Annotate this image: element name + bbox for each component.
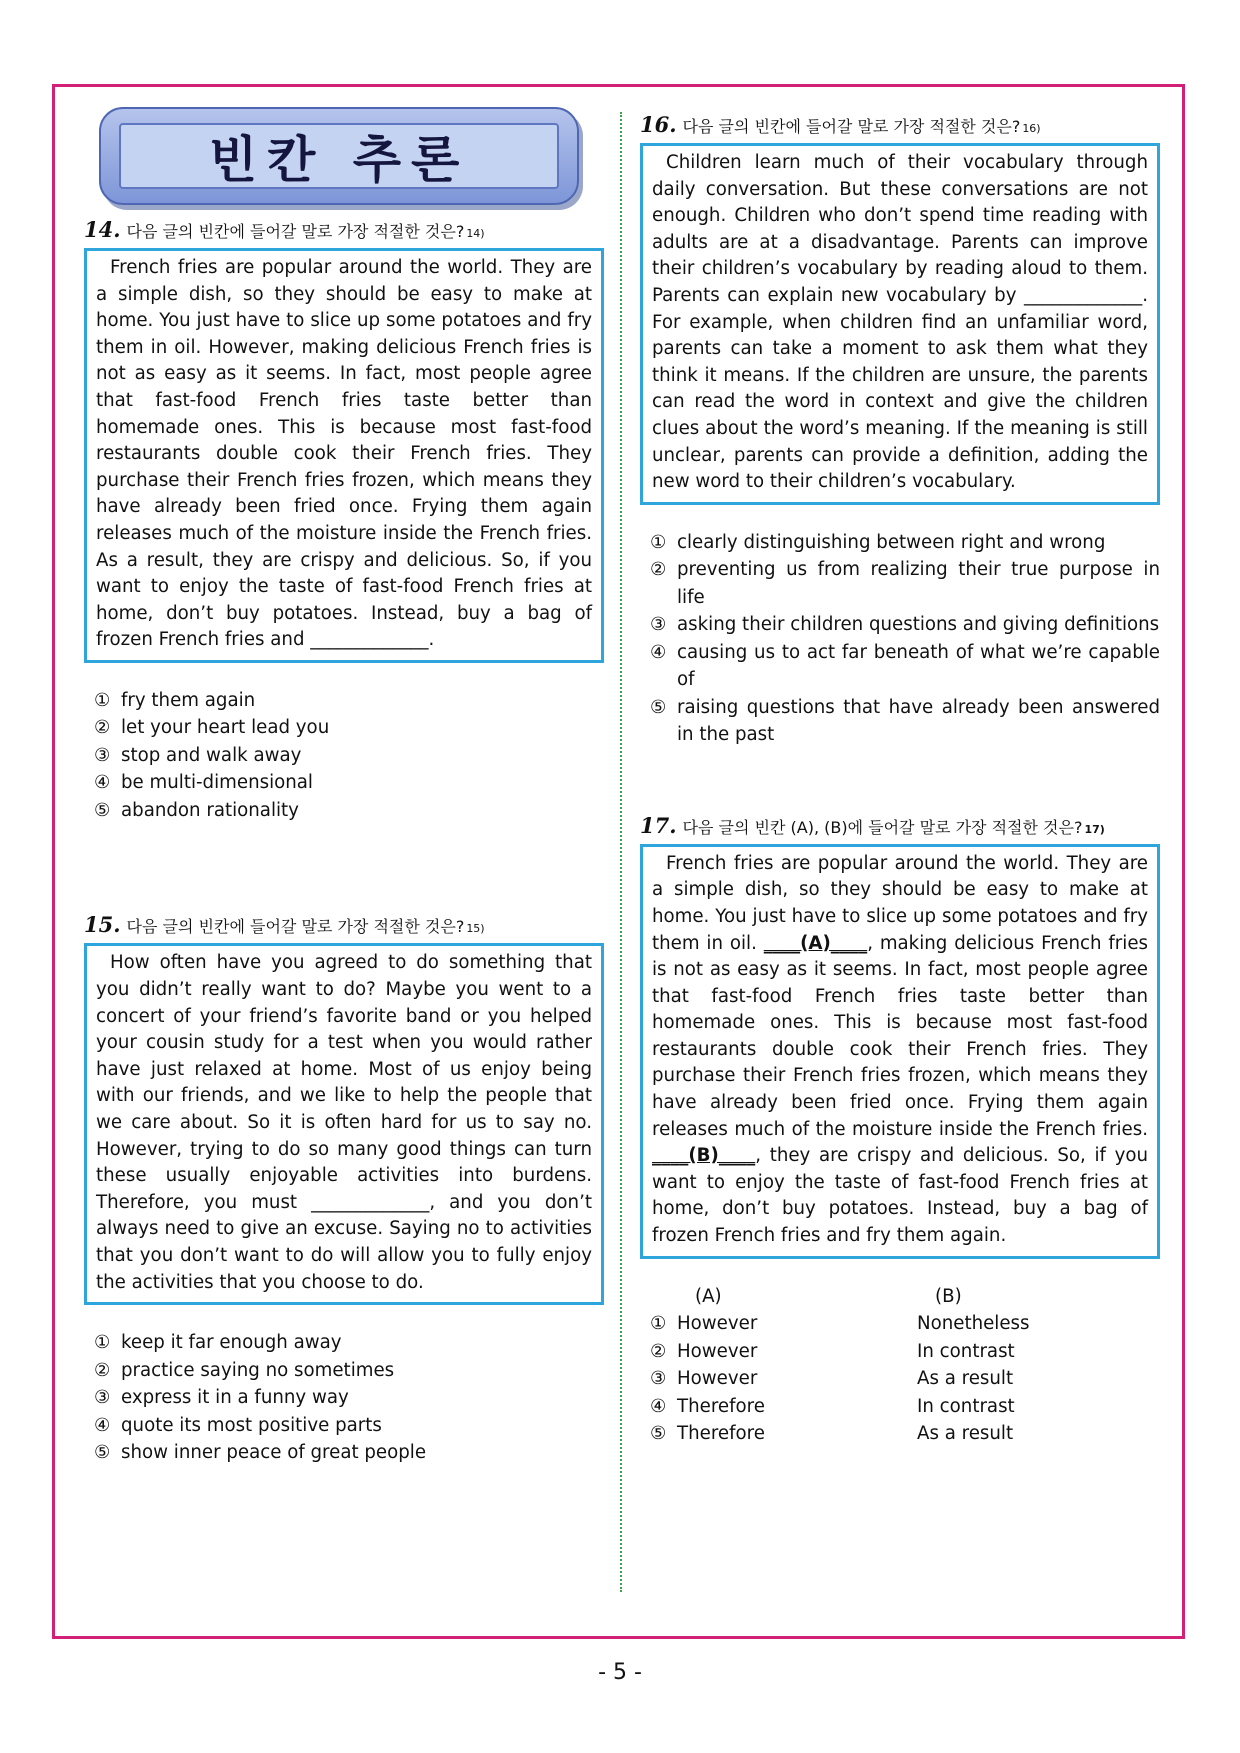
section-title: 빈칸 추론	[208, 131, 470, 189]
passage-segment: , making delicious French fries is not as easy as it seems. In fact, most people agree that fast-food French fries taste better than homemade ones. This is because most fast-food restaurants double cook their French fries. They purchase their French fries frozen, which means they have already been fried once. Frying them again releases much of the moisture inside the French fries.	[652, 932, 1148, 1140]
footnote-ref: 14)	[466, 227, 485, 240]
choice-b: In contrast	[917, 1340, 1015, 1362]
choice-text: quote its most positive parts	[121, 1414, 382, 1436]
choice-item[interactable]	[94, 797, 604, 825]
choice-item[interactable]	[94, 742, 604, 770]
choice-text: abandon rationality	[121, 799, 299, 821]
question-prompt: 다음 글의 빈칸 (A), (B)에 들어갈 말로 가장 적절한 것은?	[682, 817, 1083, 837]
choice-a: However	[677, 1340, 758, 1362]
choice-mark: ④	[94, 772, 111, 794]
choice-item[interactable]	[94, 1329, 604, 1357]
choice-mark: ②	[94, 717, 111, 739]
passage-text: How often have you agreed to do something that you didn’t really want to do? Maybe you went to a concert of your friend’s favorite band or you helped your cousin study for a test when you would rather have just relaxed at home. Most of us enjoy being with our friends, and we like to help the people that we care about. So it is often hard for us to say no. However, trying to do so many good things can turn these usually enjoyable activities into burdens. Therefore, you must _____________, and you don’t always need to give an excuse. Saying no to activities that you don’t want to do will allow you to fully enjoy the activities that you choose to do.	[96, 952, 592, 1293]
column-divider	[620, 112, 622, 1592]
choice-row[interactable]	[650, 1310, 1030, 1338]
choice-item[interactable]	[650, 639, 1160, 694]
choice-text: preventing us from realizing their true purpose in life	[677, 559, 1160, 608]
choice-mark: ⑤	[650, 696, 667, 718]
choice-item[interactable]	[650, 529, 1160, 557]
choice-text: practice saying no sometimes	[121, 1359, 395, 1381]
choice-item[interactable]	[94, 1439, 604, 1467]
choice-mark: ①	[650, 531, 667, 553]
choice-mark: ②	[94, 1359, 111, 1381]
choice-row[interactable]	[650, 1420, 1030, 1448]
choice-mark: ⑤	[94, 799, 111, 821]
column-header-a: (A)	[695, 1285, 722, 1307]
question-14-choices	[84, 687, 604, 825]
question-14-header	[84, 217, 604, 242]
blank-a: ____(A)____	[763, 932, 868, 954]
footnote-ref: 16)	[1022, 122, 1041, 135]
choice-item[interactable]	[650, 611, 1160, 639]
choice-mark: ④	[650, 1395, 667, 1417]
choice-a: Therefore	[677, 1395, 765, 1417]
choice-mark: ④	[650, 641, 667, 663]
choice-item[interactable]	[94, 687, 604, 715]
question-number: 14.	[84, 217, 121, 242]
choice-item[interactable]	[650, 556, 1160, 611]
choice-item[interactable]	[94, 714, 604, 742]
footnote-ref: 15)	[466, 922, 485, 936]
choice-item[interactable]	[94, 1412, 604, 1440]
choice-mark: ③	[650, 614, 667, 636]
passage-segment: French fries are popular around the world. They are a simple dish, so they should be easy to make at home. You just have to slice up some potatoes and fry them in oil.	[652, 852, 1148, 954]
choice-mark: ②	[650, 559, 667, 581]
column-header-b: (B)	[935, 1285, 962, 1307]
choice-mark: ①	[94, 689, 111, 711]
question-17-passage	[640, 844, 1160, 1259]
question-16-header	[640, 112, 1160, 137]
choice-b: Nonetheless	[917, 1313, 1030, 1335]
left-column	[84, 107, 604, 1467]
choice-text: causing us to act far beneath of what we’re capable of	[677, 641, 1160, 691]
choice-row[interactable]	[650, 1365, 1030, 1393]
choice-text: express it in a funny way	[121, 1387, 349, 1409]
choice-item[interactable]	[94, 1384, 604, 1412]
choice-mark: ②	[650, 1340, 667, 1362]
passage-text: French fries are popular around the world. They are a simple dish, so they should be easy to make at home. You just have to slice up some potatoes and fry them in oil. However, making delicious French fries is not as easy as it seems. In fact, most people agree that fast-food French fries taste better than homemade ones. This is because most fast-food restaurants double cook their French fries. They purchase their French fries frozen, which means they have already been fried once. Frying them again releases much of the moisture inside the French fries. As a result, they are crispy and delicious. So, if you want to enjoy the taste of fast-food French fries at home, don’t buy potatoes. Instead, buy a bag of frozen French fries and _____________.	[96, 257, 592, 651]
choice-text: let your heart lead you	[121, 717, 330, 739]
passage-text: Children learn much of their vocabulary through daily conversation. But these conversations are not enough. Children who don’t spend time reading with adults are at a disadvantage. Parents can improve their children’s vocabulary by reading aloud to them. Parents can explain new vocabulary by _____________. For example, when children find an unfamiliar word, parents can take a moment to ask them what they think it means. If the children are unsure, the parents can read the word in context and give the children clues about the word’s meaning. If the meaning is still unclear, parents can provide a definition, adding the new word to their children’s vocabulary.	[652, 152, 1148, 493]
choice-a: However	[677, 1313, 758, 1335]
question-17-choices	[650, 1283, 1030, 1448]
choice-row[interactable]	[650, 1338, 1030, 1366]
choice-text: show inner peace of great people	[121, 1442, 427, 1464]
choice-mark: ①	[94, 1332, 111, 1354]
choice-text: clearly distinguishing between right and wrong	[677, 531, 1106, 553]
passage-segment: , they are crispy and delicious. So, if you want to enjoy the taste of fast-food French fries at home, don’t buy potatoes. Instead, buy a bag of frozen French fries and fry them again.	[652, 1145, 1148, 1247]
question-prompt: 다음 글의 빈칸에 들어갈 말로 가장 적절한 것은?	[126, 917, 465, 937]
choice-item[interactable]	[650, 694, 1160, 749]
footnote-ref: 17)	[1084, 822, 1105, 836]
choice-text: be multi-dimensional	[121, 772, 313, 794]
choice-mark: ⑤	[94, 1442, 111, 1464]
section-banner-inner	[119, 123, 559, 189]
choice-text: keep it far enough away	[121, 1332, 342, 1354]
choice-item[interactable]	[94, 769, 604, 797]
choice-text: asking their children questions and giving definitions	[677, 614, 1160, 636]
choice-row[interactable]	[650, 1393, 1030, 1421]
page-number: - 5 -	[598, 1660, 642, 1685]
choice-mark: ③	[650, 1368, 667, 1390]
choice-mark: ③	[94, 744, 111, 766]
blank-b: ____(B)____	[652, 1145, 756, 1167]
choice-b: In contrast	[917, 1395, 1015, 1417]
choice-mark: ④	[94, 1414, 111, 1436]
choice-table-header	[650, 1283, 1030, 1311]
choice-item[interactable]	[94, 1357, 604, 1385]
question-15-header	[84, 912, 604, 937]
choice-a: However	[677, 1368, 758, 1390]
choice-text: stop and walk away	[121, 744, 302, 766]
question-number: 16.	[640, 112, 677, 137]
choice-text: fry them again	[121, 689, 256, 711]
passage-text	[652, 851, 1148, 1250]
question-number: 17.	[640, 812, 677, 838]
question-14-passage	[84, 248, 604, 663]
choice-mark: ⑤	[650, 1423, 667, 1445]
choice-a: Therefore	[677, 1423, 765, 1445]
question-15-passage	[84, 943, 604, 1305]
right-column	[640, 112, 1160, 1448]
question-prompt: 다음 글의 빈칸에 들어갈 말로 가장 적절한 것은?	[682, 117, 1021, 136]
choice-b: As a result	[917, 1368, 1014, 1390]
question-number: 15.	[84, 912, 121, 938]
section-banner	[99, 107, 579, 205]
choice-mark: ①	[650, 1313, 667, 1335]
choice-b: As a result	[917, 1423, 1014, 1445]
question-prompt: 다음 글의 빈칸에 들어갈 말로 가장 적절한 것은?	[126, 222, 465, 241]
question-16-choices	[640, 529, 1160, 749]
choice-text: raising questions that have already been answered in the past	[677, 696, 1160, 746]
question-17-header	[640, 813, 1160, 838]
question-16-passage	[640, 143, 1160, 505]
question-15-choices	[84, 1329, 604, 1467]
choice-mark: ③	[94, 1387, 111, 1409]
